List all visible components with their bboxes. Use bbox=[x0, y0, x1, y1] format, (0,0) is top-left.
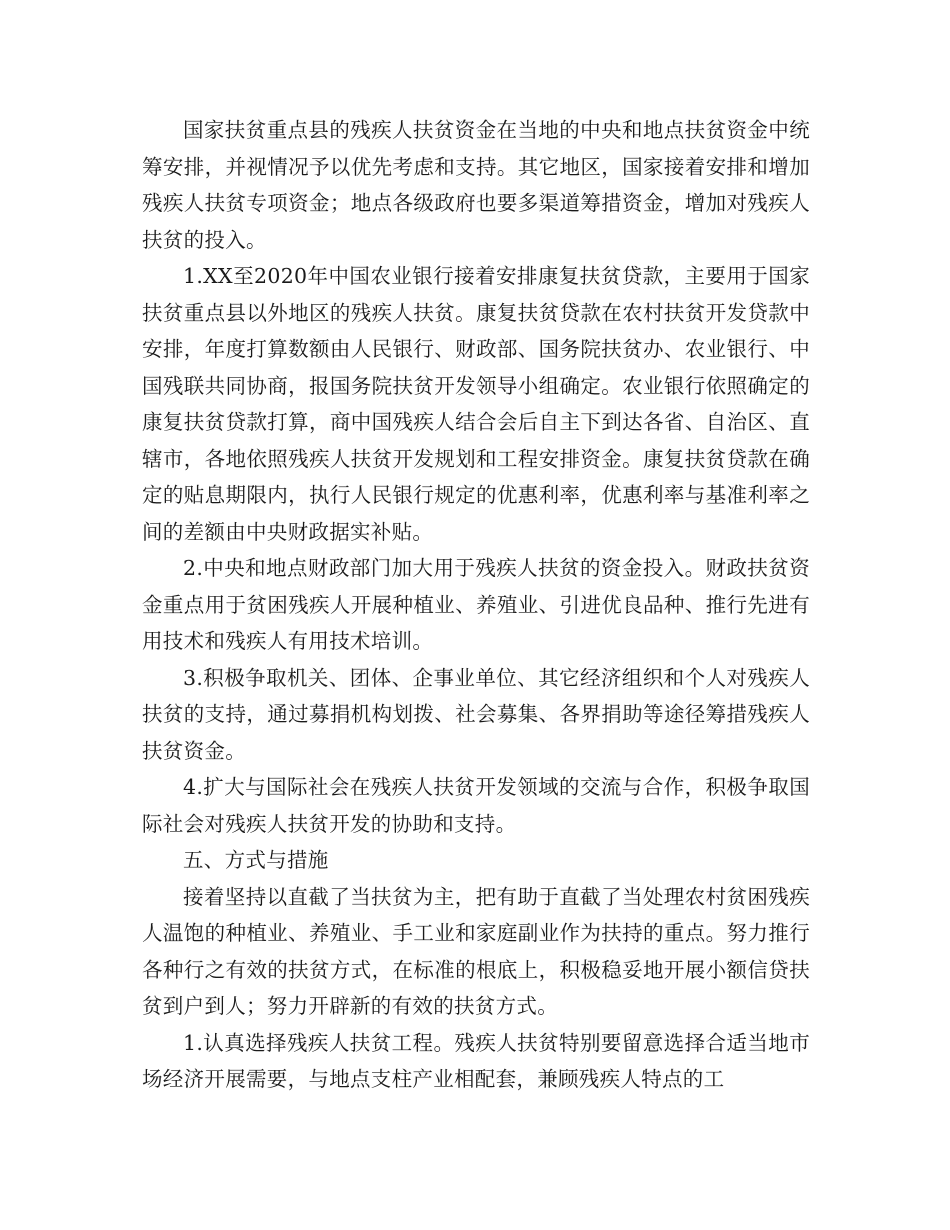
paragraph-item-2-fiscal-investment: 2.中央和地点财政部门加大用于残疾人扶贫的资金投入。财政扶贫资金重点用于贫困残疾人开展种植业、养殖业、引进优良品种、推行先进有用技术和残疾人有用技术培训。 bbox=[142, 556, 810, 653]
paragraph-item-4-international-cooperation: 4.扩大与国际社会在残疾人扶贫开发领域的交流与合作，积极争取国际社会对残疾人扶贫开发的协助和支持。 bbox=[142, 775, 810, 836]
paragraph-methods-intro: 接着坚持以直截了当扶贫为主，把有助于直截了当处理农村贫困残疾人温饱的种植业、养殖业、手工业和家庭副业作为扶持的重点。努力推行各种行之有效的扶贫方式，在标准的根底上，积极稳妥地开展小额信贷扶贫到户到人；努力开辟新的有效的扶贫方式。 bbox=[142, 884, 810, 1018]
section-heading-methods-measures: 五、方式与措施 bbox=[183, 848, 329, 872]
paragraph-item-1-rehab-loans: 1.XX至2020年中国农业银行接着安排康复扶贫贷款，主要用于国家扶贫重点县以外地区的残疾人扶贫。康复扶贫贷款在农村扶贫开发贷款中安排，年度打算数额由人民银行、财政部、国务院扶贫办、农业银行、中国残联共同协商，报国务院扶贫开发领导小组确定。农业银行依照确定的康复扶贫贷款打算，商中国残疾人结合会后自主下到达各省、自治区、直辖市，各地依照残疾人扶贫开发规划和工程安排资金。康复扶贫贷款在确定的贴息期限内，执行人民银行规定的优惠利率，优惠利率与基准利率之间的差额由中央财政据实补贴。 bbox=[142, 264, 810, 544]
document-body bbox=[142, 112, 810, 1098]
paragraph-funding-intro: 国家扶贫重点县的残疾人扶贫资金在当地的中央和地点扶贫资金中统筹安排，并视情况予以优先考虑和支持。其它地区，国家接着安排和增加残疾人扶贫专项资金；地点各级政府也要多渠道筹措资金，增加对残疾人扶贫的投入。 bbox=[142, 118, 810, 252]
paragraph-item-1-select-projects: 1.认真选择残疾人扶贫工程。残疾人扶贫特别要留意选择合适当地市场经济开展需要，与地点支柱产业相配套，兼顾残疾人特点的工 bbox=[142, 1030, 810, 1091]
paragraph-item-3-social-support: 3.积极争取机关、团体、企事业单位、其它经济组织和个人对残疾人扶贫的支持，通过募捐机构划拨、社会募集、各界捐助等途径筹措残疾人扶贫资金。 bbox=[142, 665, 810, 763]
